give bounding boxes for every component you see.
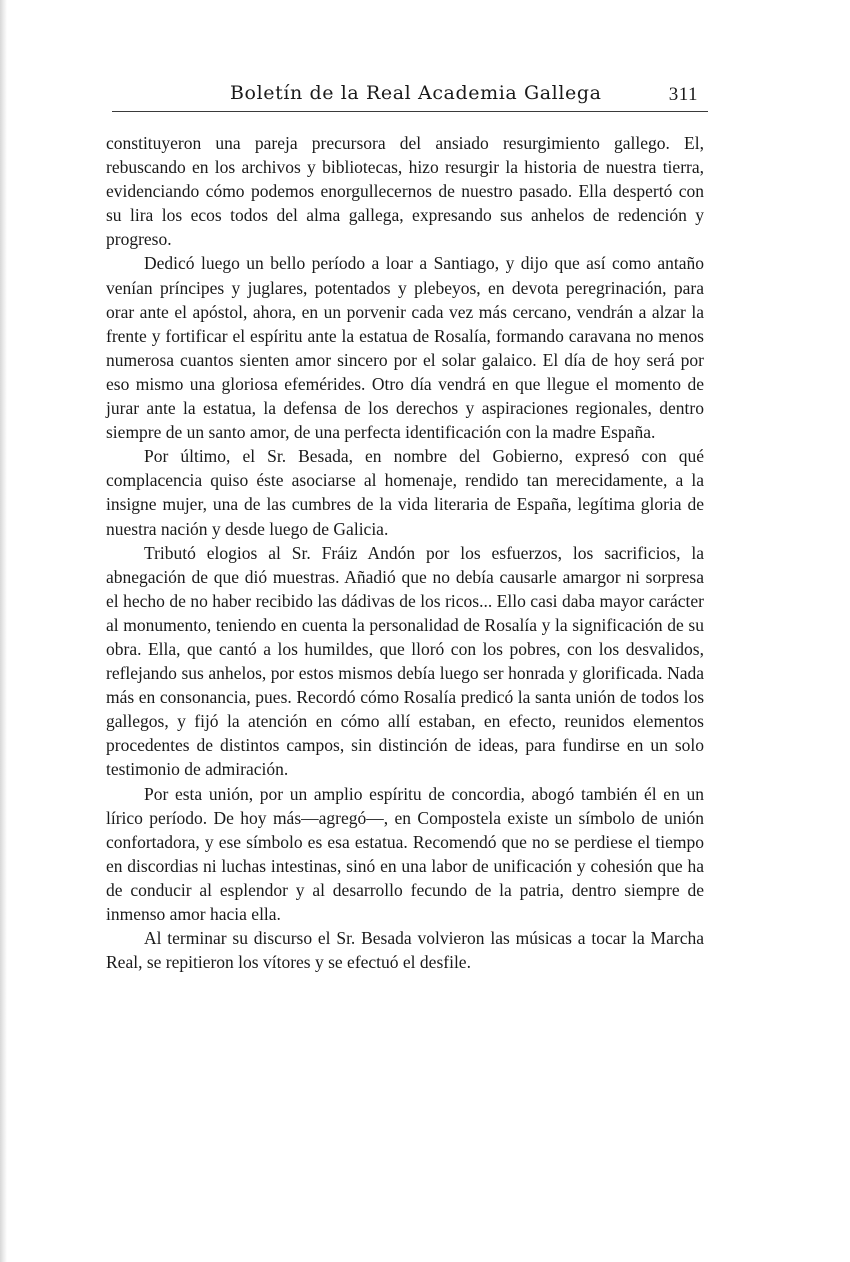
running-header bbox=[112, 82, 708, 114]
paragraph: Dedicó luego un bello período a loar a Santiago, y dijo que así como antaño venían príncipes y juglares, potentados y plebeyos, en devota peregrinación, para orar ante el apóstol, ahora, en un porvenir cada vez más cercano, vendrán a alzar la frente y fortificar el espíritu ante la estatua de Rosalía, formando caravana no menos numerosa cuantos sienten amor sincero por el solar galaico. El día de hoy será por eso mismo una gloriosa efemérides. Otro día vendrá en que llegue el momento de jurar ante la estatua, la defensa de los derechos y aspiraciones regionales, dentro siempre de un santo amor, de una perfecta identificación con la madre España. bbox=[106, 253, 704, 443]
paragraph: Por último, el Sr. Besada, en nombre del Gobierno, expresó con qué complacencia quiso éste asociarse al homenaje, rendido tan merecidamente, a la insigne mujer, una de las cumbres de la vida literaria de España, legítima gloria de nuestra nación y desde luego de Galicia. bbox=[106, 446, 704, 539]
running-title: Boletín de la Real Academia Gallega bbox=[230, 82, 602, 104]
paragraph: Al terminar su discurso el Sr. Besada volvieron las músicas a tocar la Marcha Real, se repitieron los vítores y se efectuó el desfile. bbox=[106, 928, 704, 973]
paragraph: Tributó elogios al Sr. Fráiz Andón por los esfuerzos, los sacrificios, la abnegación de que dió muestras. Añadió que no debía causarle amargor ni sorpresa el hecho de no haber recibido las dádivas de los ricos... Ello casi daba mayor carácter al monumento, teniendo en cuenta la personalidad de Rosalía y la significación de su obra. Ella, que cantó a los humildes, que lloró con los pobres, con los desvalidos, reflejando sus anhelos, por estos mismos debía luego ser honrada y glorificada. Nada más en consonancia, pues. Recordó cómo Rosalía predicó la santa unión de todos los gallegos, y fijó la atención en cómo allí estaban, en efecto, reunidos elementos procedentes de distintos campos, sin distinción de ideas, para fundirse en un solo testimonio de admiración. bbox=[106, 542, 704, 780]
page-number: 311 bbox=[668, 84, 698, 105]
paragraph: Por esta unión, por un amplio espíritu de concordia, abogó también él en un lírico período. De hoy más—agregó—, en Compostela existe un símbolo de unión confortadora, y ese símbolo es esa estatua. Recomendó que no se perdiese el tiempo en discordias ni luchas intestinas, sinó en una labor de unificación y cohesión que ha de conducir al esplendor y al desarrollo fecundo de la patria, dentro siempre de inmenso amor hacia ella. bbox=[106, 783, 704, 924]
body-text bbox=[106, 131, 704, 974]
page-gutter-shadow bbox=[0, 0, 7, 1262]
header-rule bbox=[112, 111, 708, 112]
paragraph-continuation: constituyeron una pareja precursora del ansiado resurgimiento gallego. El, rebuscando en los archivos y bibliotecas, hizo resurgir la historia de nuestra tierra, evidenciando cómo podemos enorgullecernos de nuestro pasado. Ella despertó con su lira los ecos todos del alma gallega, expresando sus anhelos de redención y progreso. bbox=[106, 133, 704, 250]
